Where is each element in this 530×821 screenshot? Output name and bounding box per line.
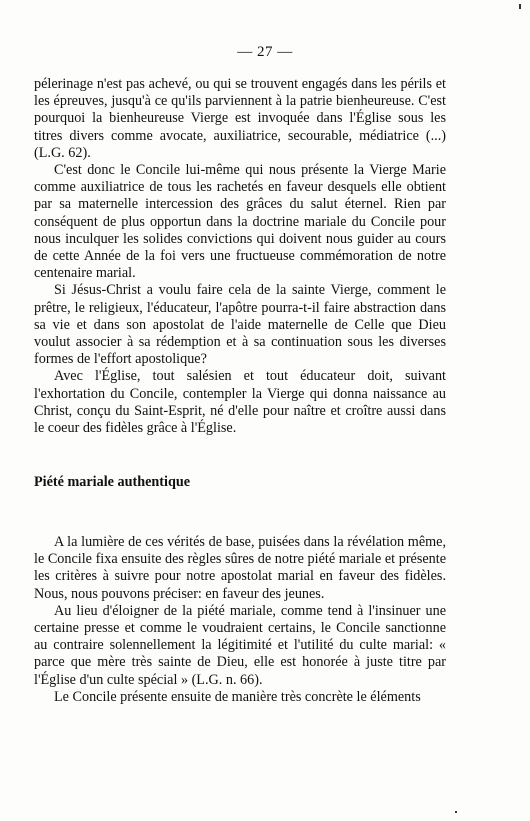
scan-mark bbox=[519, 4, 521, 9]
page-number: — 27 — bbox=[237, 44, 293, 60]
scan-mark bbox=[455, 811, 457, 813]
paragraph: Avec l'Église, tout salésien et tout éducateur doit, suivant l'exhortation du Concile, contempler la Vierge qui donna naissance au Christ, conçu du Saint-Esprit, né d'elle pour naître et croître aussi dans le coeur des fidèles grâce à l'Église. bbox=[34, 368, 446, 437]
section-heading: Piété mariale authentique bbox=[34, 474, 191, 490]
body-text-top bbox=[34, 76, 446, 437]
paragraph: Si Jésus-Christ a voulu faire cela de la sainte Vierge, comment le prêtre, le religieux, l'éducateur, l'apôtre pourra-t-il faire abstraction dans sa vie et dans son apostolat de l'aide maternelle de Celle que Dieu voulut associer à sa rédemption et à sa continuation sous les diverses formes de l'effort apostolique? bbox=[34, 282, 446, 368]
paragraph: Au lieu d'éloigner de la piété mariale, comme tend à l'insinuer une certaine presse et comme le voudraient certains, le Concile sanctionne au contraire solennellement la légitimité et l'utilité du culte marial: « parce que mère très sainte de Dieu, elle est honorée à juste titre par l'Église d'un culte spécial » (L.G. n. 66). bbox=[34, 602, 446, 688]
paragraph: C'est donc le Concile lui-même qui nous présente la Vierge Marie comme auxiliatrice de tous les rachetés en faveur desquels elle obtient par sa maternelle intercession des grâces du salut éternel. Rien par conséquent de plus opportun dans la doctrine mariale du Concile pour nous inculquer les solides convictions qui doivent nous guider au cours de cette Année de la foi vers une fructueuse commémoration de notre centenaire marial. bbox=[34, 162, 446, 282]
paragraph: pélerinage n'est pas achevé, ou qui se trouvent engagés dans les périls et les épreuves, jusqu'à ce qu'ils parviennent à la patrie bienheureuse. C'est pourquoi la bienheureuse Vierge est invoquée dans l'Église sous les titres divers comme avocate, auxiliatrice, secourable, médiatrice (...) (L.G. 62). bbox=[34, 76, 446, 161]
body-text-bottom bbox=[34, 534, 446, 706]
paragraph: Le Concile présente ensuite de manière très concrète le éléments bbox=[54, 688, 421, 705]
paragraph: A la lumière de ces vérités de base, puisées dans la révélation même, le Concile fixa ensuite des règles sûres de notre piété mariale et présente les critères à suivre pour notre apostolat marial en faveur des fidèles. Nous, nous pouvons préciser: en faveur des jeunes. bbox=[34, 534, 446, 602]
